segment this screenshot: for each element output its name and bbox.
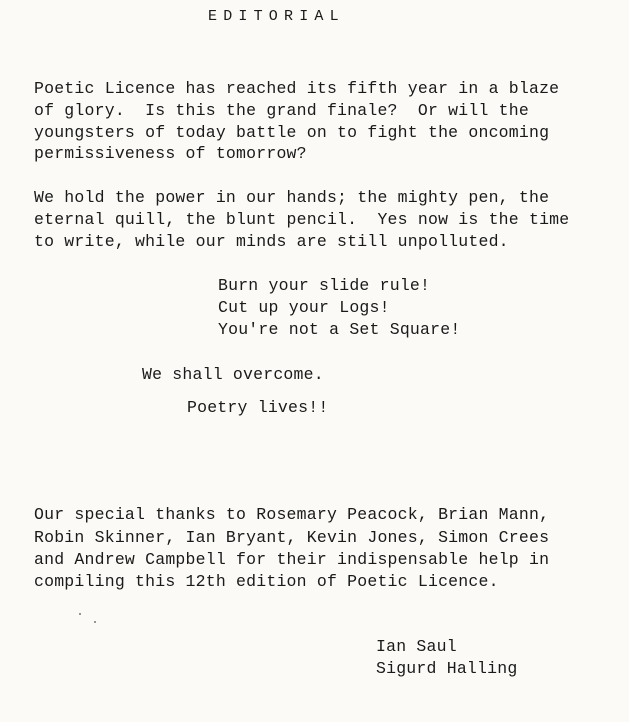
paragraph1-line: of glory. Is this the grand finale? Or will the [34,101,529,120]
slogan-line: You're not a Set Square! [218,320,461,339]
paragraph1-line: permissiveness of tomorrow? [34,144,307,163]
paragraph2-line: We hold the power in our hands; the mighty pen, the [34,188,550,207]
thanks-line: compiling this 12th edition of Poetic Licence. [34,572,499,591]
signature-name: Ian Saul [376,637,457,656]
paragraph2-line: to write, while our minds are still unpolluted. [34,232,509,251]
speck [79,613,81,615]
thanks-line: Our special thanks to Rosemary Peacock, Brian Mann, [34,505,550,524]
overcome-line: We shall overcome. [142,365,324,384]
thanks-line: and Andrew Campbell for their indispensable help in [34,550,550,569]
paragraph1-line: youngsters of today battle on to fight the oncoming [34,123,550,142]
paragraph1-line: Poetic Licence has reached its fifth year in a blaze [34,79,560,98]
slogan-line: Cut up your Logs! [218,298,390,317]
paragraph2-line: eternal quill, the blunt pencil. Yes now is the time [34,210,570,229]
poetry-lives-line: Poetry lives!! [187,398,329,417]
signature-name: Sigurd Halling [376,659,518,678]
slogan-line: Burn your slide rule! [218,276,431,295]
speck [94,621,96,623]
page-title: EDITORIAL [208,8,345,25]
thanks-line: Robin Skinner, Ian Bryant, Kevin Jones, Simon Crees [34,528,550,547]
